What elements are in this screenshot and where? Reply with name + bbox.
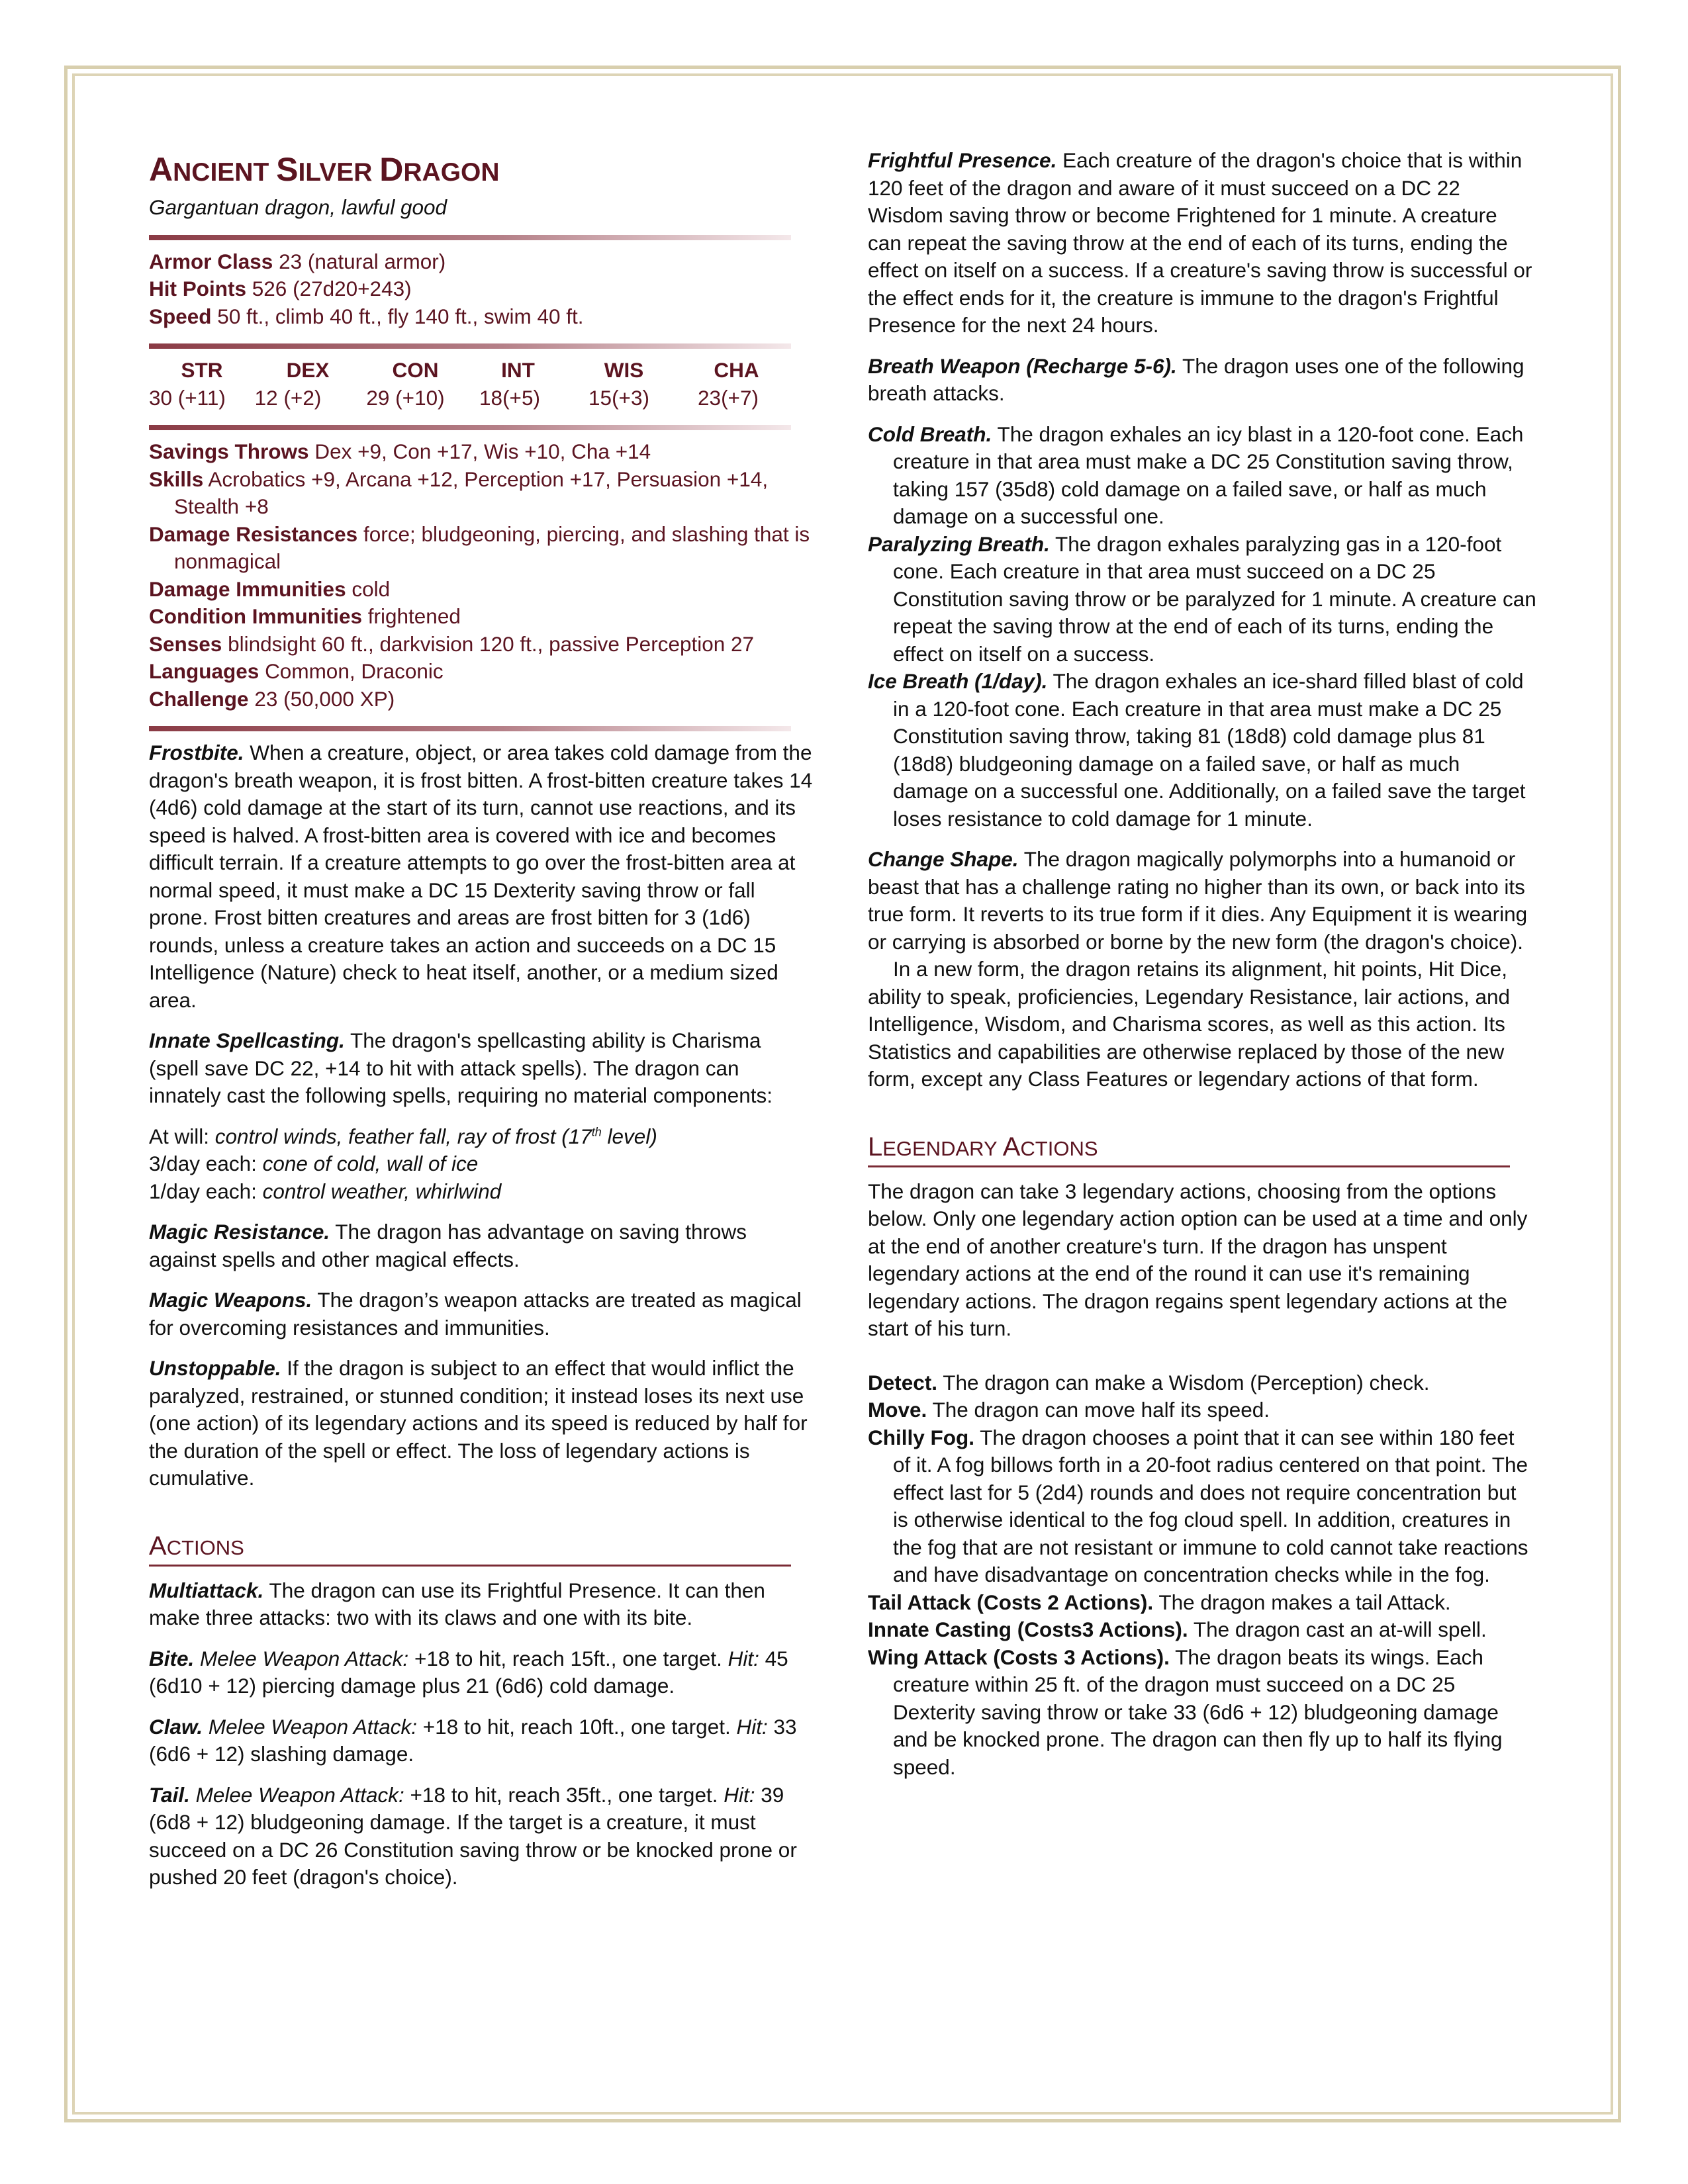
legendary-chilly-fog: Chilly Fog. The dragon chooses a point that it can see within 180 feet of it. A fog billows forth in a 20-foot radius centered on that point. The effect last for 5 (2d4) rounds and does not require concentration but is otherwise identical to the fog cloud spell. In addition, creatures in the fog that are not resistant or immune to cold cannot take reactions and have disadvantage on concentration checks while in the fog. [868, 1425, 1528, 1586]
damage-resistances: Damage Resistances force; bludgeoning, piercing, and slashing that is nonmagical [149, 522, 810, 573]
legendary-tail-attack: Tail Attack (Costs 2 Actions). The dragon makes a tail Attack. [868, 1590, 1451, 1614]
senses: Senses blindsight 60 ft., darkvision 120 ft., passive Perception 27 [149, 631, 755, 656]
spell-3-day: 3/day each: cone of cold, wall of ice [149, 1152, 479, 1175]
monster-name: ANCIENT SILVER DRAGON [149, 151, 500, 188]
breath-cold: Cold Breath. The dragon exhales an icy blast in a 120-foot cone. Each creature in that area must make a DC 25 Constitution saving throw, taking 157 (35d8) cold damage on a failed save, or half as much damage on a successful one. [868, 422, 1524, 528]
ability-score: 15(+3) [588, 385, 649, 410]
trait-innate-spellcasting: Innate Spellcasting. The dragon's spellcasting ability is Charisma (spell save DC 22, +14 to hit with attack spells). The dragon can innately cast the following spells, requiring no material components: [149, 1028, 773, 1107]
speed: Speed 50 ft., climb 40 ft., fly 140 ft., swim 40 ft. [149, 304, 584, 328]
legendary-actions-heading: LEGENDARY ACTIONS [868, 1132, 1510, 1167]
ability-name: CHA [714, 358, 759, 382]
condition-immunities: Condition Immunities frightened [149, 604, 461, 628]
legendary-intro: The dragon can take 3 legendary actions, choosing from the options below. Only one legendary action option can be used at a time and only at the end of another creature's turn. If the dragon has unspent legendary actions at the end of the round it can use it's remaining legendary actions. The dragon regains spent legendary actions at the start of his turn. [868, 1179, 1528, 1340]
ability-score: 30 (+11) [149, 385, 226, 410]
left-column [149, 151, 814, 1905]
action-change-shape-detail: In a new form, the dragon retains its alignment, hit points, Hit Dice, ability to speak, proficiencies, Legendary Resistance, lair actions, and Intelligence, Wisdom, and Charisma scores, as well as this action. Its Statistics and capabilities are otherwise replaced by those of the new form, except any Class Features or legendary actions of that form. [868, 957, 1511, 1091]
action-multiattack: Multiattack. The dragon can use its Frightful Presence. It can then make three attacks: two with its claws and one with its bite. [149, 1578, 765, 1629]
ability-score: 23(+7) [698, 385, 759, 410]
ability-name: STR [181, 358, 223, 382]
legendary-move: Move. The dragon can move half its speed. [868, 1398, 1270, 1422]
monster-subtitle: Gargantuan dragon, lawful good [149, 195, 447, 219]
ability-score: 12 (+2) [254, 385, 322, 410]
divider [149, 235, 791, 240]
breath-options [868, 421, 1536, 833]
languages: Languages Common, Draconic [149, 659, 444, 683]
action-change-shape: Change Shape. The dragon magically polymorphs into a humanoid or beast that has a challenge rating no higher than its own, or back into its true form. It reverts to its true form if it dies. Any Equipment it is wearing or carrying is absorbed or borne by the new form (the dragon's choice). [868, 847, 1528, 954]
spell-1-day: 1/day each: control weather, whirlwind [149, 1179, 502, 1203]
armor-class: Armor Class 23 (natural armor) [149, 249, 446, 273]
trait-magic-resistance: Magic Resistance. The dragon has advantage on saving throws against spells and other magical effects. [149, 1220, 747, 1271]
spell-list [149, 1123, 814, 1206]
trait-magic-weapons: Magic Weapons. The dragon’s weapon attacks are treated as magical for overcoming resistances and immunities. [149, 1288, 802, 1340]
action-bite: Bite. Melee Weapon Attack: +18 to hit, reach 15ft., one target. Hit: 45 (6d10 + 12) piercing damage plus 21 (6d6) cold damage. [149, 1646, 788, 1698]
spacer [868, 1343, 1536, 1369]
ability-headers [149, 357, 791, 385]
legendary-detect: Detect. The dragon can make a Wisdom (Perception) check. [868, 1370, 1430, 1394]
challenge: Challenge 23 (50,000 XP) [149, 686, 395, 711]
divider [149, 726, 791, 731]
right-column [868, 147, 1536, 1781]
divider [149, 425, 791, 430]
action-breath-weapon: Breath Weapon (Recharge 5-6). The dragon uses one of the following breath attacks. [868, 353, 1524, 405]
hit-points: Hit Points 526 (27d20+243) [149, 277, 412, 300]
ability-score: 18(+5) [479, 385, 540, 410]
legendary-wing-attack: Wing Attack (Costs 3 Actions). The dragon beats its wings. Each creature within 25 ft. of the dragon must succeed on a DC 25 Dexterity saving throw or take 33 (6d6 + 12) bludgeoning damage and be knocked prone. The dragon can then fly up to half its flying speed. [868, 1645, 1503, 1779]
ability-score: 29 (+10) [366, 385, 445, 410]
breath-ice: Ice Breath (1/day). The dragon exhales an ice-shard filled blast of cold in a 120-foot cone. Each creature in that area must make a DC 25 Constitution saving throw, taking 81 (18d8) cold damage plus 81 (18d8) bludgeoning damage on a failed save, or half as much damage on a successful one. Additionally, on a failed save the target loses resistance to cold damage for 1 minute. [868, 669, 1526, 831]
spell-at-will: At will: control winds, feather fall, ray of frost (17th level) [149, 1124, 657, 1148]
actions-heading: ACTIONS [149, 1531, 791, 1567]
trait-frostbite: Frostbite. When a creature, object, or area takes cold damage from the dragon's breath weapon, it is frost bitten. A frost-bitten creature takes 14 (4d6) cold damage at the start of its turn, cannot use reactions, and its speed is halved. A frost-bitten area is covered with ice and becomes difficult terrain. If a creature attempts to go over the frost-bitten area at normal speed, it must make a DC 15 Dexterity saving throw or fall prone. Frost bitten creatures and areas are frost bitten for 3 (1d6) rounds, unless a creature takes an action and succeeds on a DC 15 Intelligence (Nature) check to heat itself, another, or a medium sized area. [149, 741, 813, 1012]
legendary-innate-casting: Innate Casting (Costs3 Actions). The dragon cast an at-will spell. [868, 1617, 1487, 1641]
saving-throws: Savings Throws Dex +9, Con +17, Wis +10, Cha +14 [149, 439, 651, 463]
damage-immunities: Damage Immunities cold [149, 576, 391, 601]
breath-paralyzing: Paralyzing Breath. The dragon exhales paralyzing gas in a 120-foot cone. Each creature in that area must succeed on a DC 25 Constitution saving throw or be paralyzed for 1 minute. A creature can repeat the saving throw at the end of each of its turns, ending the effect on itself on a success. [868, 531, 1536, 666]
ability-scores [149, 385, 791, 412]
ability-name: WIS [604, 358, 644, 382]
divider [149, 343, 791, 349]
ability-name: INT [501, 358, 535, 382]
ability-name: DEX [286, 358, 330, 382]
trait-unstoppable: Unstoppable. If the dragon is subject to an effect that would inflict the paralyzed, restrained, or stunned condition; it instead loses its next use (one action) of its legendary actions and its speed is reduced by half for the duration of the spell or effect. The loss of legendary actions is cumulative. [149, 1356, 808, 1490]
ability-name: CON [392, 358, 439, 382]
skills: Skills Acrobatics +9, Arcana +12, Perception +17, Persuasion +14, Stealth +8 [149, 467, 769, 518]
action-tail: Tail. Melee Weapon Attack: +18 to hit, reach 35ft., one target. Hit: 39 (6d8 + 12) bludgeoning damage. If the target is a creature, it must succeed on a DC 26 Constitution saving throw or be knocked prone or pushed 20 feet (dragon's choice). [149, 1782, 797, 1889]
action-frightful-presence: Frightful Presence. Each creature of the dragon's choice that is within 120 feet of the dragon and aware of it must succeed on a DC 22 Wisdom saving throw or become Frightened for 1 minute. A creature can repeat the saving throw at the end of each of its turns, ending the effect on itself on a success. If a creature's saving throw is successful or the effect ends for it, the creature is immune to the dragon's Frightful Presence for the next 24 hours. [868, 148, 1532, 337]
action-claw: Claw. Melee Weapon Attack: +18 to hit, reach 10ft., one target. Hit: 33 (6d6 + 12) slashing damage. [149, 1714, 797, 1766]
